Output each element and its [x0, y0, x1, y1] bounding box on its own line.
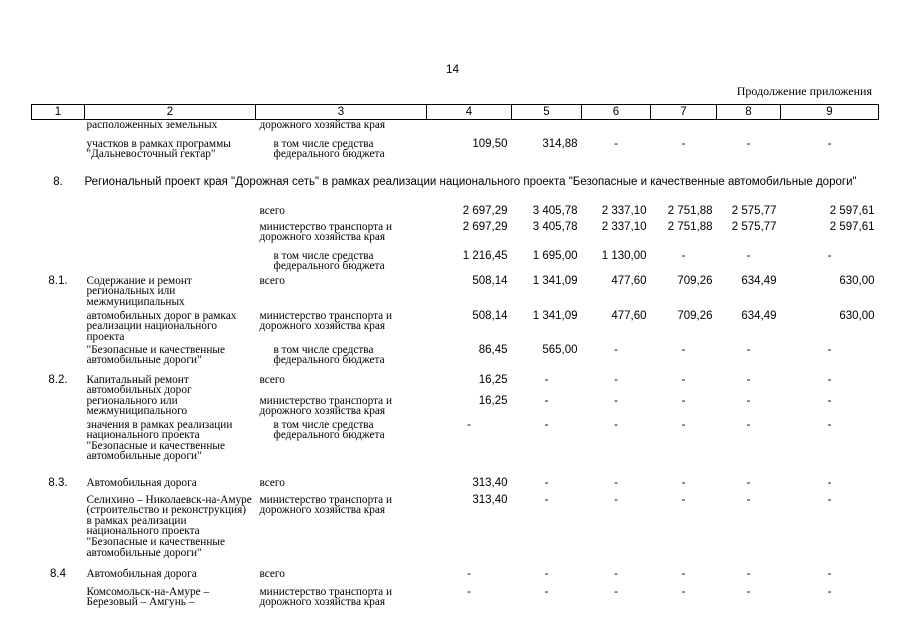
funding-source: в том числе средства федерального бюджета [273, 343, 385, 367]
col-header: 8 [717, 105, 781, 120]
amount-cell: - [614, 418, 618, 431]
amount-cell: - [544, 394, 549, 407]
amount-cell [582, 120, 651, 139]
amount-cell: - [467, 567, 471, 580]
amount-cell: - [681, 567, 686, 580]
amount-cell: - [746, 249, 751, 262]
amount-cell [427, 120, 512, 139]
event-description: Селихино – Николаевск-на-Амуре (строительство и реконструкция) в рамках реализации национального проекта "Безопасные и качественные автомобильные дороги" [86, 493, 252, 559]
amount-cell: - [681, 493, 686, 506]
table-row [32, 311, 879, 345]
amount-cell: - [544, 373, 549, 386]
event-description: расположенных земельных [86, 119, 218, 131]
amount-cell: 109,50 [472, 137, 508, 150]
event-description [85, 206, 256, 222]
funding-source: министерство транспорта и дорожного хозяйства края [259, 394, 393, 418]
amount-cell: 2 597,61 [829, 220, 875, 233]
amount-cell: - [544, 567, 549, 580]
amount-cell: 2 751,88 [667, 204, 713, 217]
table-row [32, 396, 879, 420]
event-description: значения в рамках реализации национального проекта "Безопасные и качественные автомобильные дороги" [86, 418, 233, 463]
table-row [32, 420, 879, 478]
amount-cell: 1 341,09 [532, 274, 578, 287]
amount-cell: - [467, 418, 471, 431]
amount-cell: - [681, 343, 686, 356]
amount-cell: - [681, 476, 686, 489]
row-number [32, 587, 85, 611]
col-header: 4 [427, 105, 512, 120]
event-description: Содержание и ремонт региональных или межмуниципальных [86, 274, 192, 308]
amount-cell: - [544, 418, 549, 431]
event-description: Капитальный ремонт автомобильных дорог [86, 373, 192, 397]
table-row [32, 251, 879, 276]
funding-source: в том числе средства федерального бюджета [273, 137, 385, 161]
row-number [32, 420, 85, 478]
amount-cell: 634,49 [741, 274, 777, 287]
amount-cell: - [827, 493, 832, 506]
funding-source: всего [259, 274, 285, 287]
amount-cell: - [827, 585, 832, 598]
amount-cell: - [614, 343, 618, 356]
amount-cell: - [746, 373, 751, 386]
funding-source: в том числе средства федерального бюджета [273, 418, 385, 442]
col-header: 7 [651, 105, 717, 120]
amount-cell: - [746, 585, 751, 598]
event-description: участков в рамках программы "Дальневосточный гектар" [86, 137, 231, 161]
amount-cell: - [827, 476, 832, 489]
row-number [32, 345, 85, 375]
amount-cell: 3 405,78 [532, 220, 578, 233]
event-description: Автомобильная дорога [86, 567, 197, 580]
amount-cell: - [544, 585, 549, 598]
table-row [32, 120, 879, 139]
table-row [32, 587, 879, 611]
page-number: 14 [445, 62, 460, 76]
table-row [32, 139, 879, 177]
funding-source: министерство транспорта и дорожного хозяйства края [259, 493, 393, 517]
amount-cell: - [746, 343, 751, 356]
funding-source: министерство транспорта и дорожного хозяйства края [259, 585, 393, 609]
amount-cell: - [614, 373, 618, 386]
row-number [32, 251, 85, 276]
amount-cell: - [827, 343, 832, 356]
amount-cell: - [614, 585, 618, 598]
amount-cell: 2 751,88 [667, 220, 713, 233]
event-description [85, 222, 256, 251]
table-row [32, 478, 879, 495]
amount-cell: 3 405,78 [532, 204, 578, 217]
budget-table [31, 104, 879, 611]
table-row [32, 375, 879, 396]
col-header: 2 [85, 105, 256, 120]
row-number [32, 311, 85, 345]
table-row [32, 495, 879, 569]
amount-cell [651, 120, 717, 139]
table-row [32, 177, 879, 206]
amount-cell [717, 120, 781, 139]
amount-cell: - [614, 567, 618, 580]
event-description: автомобильных дорог в рамках реализации национального проекта [86, 309, 237, 343]
amount-cell: - [614, 137, 618, 150]
amount-cell: 1 130,00 [601, 249, 647, 262]
amount-cell: - [827, 394, 832, 407]
amount-cell: - [681, 394, 686, 407]
amount-cell: - [614, 394, 618, 407]
amount-cell: 508,14 [472, 274, 508, 287]
table-row [32, 276, 879, 311]
amount-cell: 709,26 [677, 309, 713, 322]
amount-cell: - [746, 476, 751, 489]
amount-cell: 1 695,00 [532, 249, 578, 262]
amount-cell: 630,00 [839, 274, 875, 287]
amount-cell: 634,49 [741, 309, 777, 322]
amount-cell: 2 575,77 [731, 204, 777, 217]
col-header: 5 [512, 105, 582, 120]
row-number: 8.4 [50, 567, 66, 580]
row-number [32, 396, 85, 420]
row-number: 8.2. [48, 373, 68, 386]
col-header: 6 [582, 105, 651, 120]
amount-cell: 565,00 [542, 343, 578, 356]
amount-cell: - [827, 249, 832, 262]
amount-cell: - [827, 137, 832, 150]
amount-cell: 630,00 [839, 309, 875, 322]
table-row [32, 569, 879, 587]
amount-cell: - [746, 567, 751, 580]
header-row [32, 105, 879, 120]
amount-cell: 2 337,10 [601, 204, 647, 217]
continuation-label: Продолжение приложения [736, 84, 872, 98]
funding-source: дорожного хозяйства края [259, 119, 386, 131]
amount-cell: - [746, 394, 751, 407]
col-header: 1 [32, 105, 85, 120]
amount-cell: - [544, 476, 549, 489]
amount-cell: 16,25 [478, 394, 508, 407]
amount-cell: - [827, 373, 832, 386]
amount-cell: - [614, 493, 618, 506]
amount-cell: - [681, 585, 686, 598]
amount-cell [512, 120, 582, 139]
funding-source: всего [259, 204, 285, 217]
amount-cell: 709,26 [677, 274, 713, 287]
amount-cell: 477,60 [611, 309, 647, 322]
amount-cell: 2 337,10 [601, 220, 647, 233]
event-description [85, 251, 256, 276]
amount-cell: - [614, 476, 618, 489]
event-description: Комсомольск-на-Амуре – Березовый – Амгунь – [86, 585, 210, 609]
amount-cell: - [544, 493, 549, 506]
amount-cell: - [746, 493, 751, 506]
table-row [32, 206, 879, 222]
amount-cell: 2 697,29 [462, 204, 508, 217]
amount-cell: - [681, 418, 686, 431]
event-description: "Безопасные и качественные автомобильные дороги" [86, 343, 225, 367]
event-description: регионального или межмуниципального [86, 394, 188, 418]
amount-cell: 2 575,77 [731, 220, 777, 233]
amount-cell: 508,14 [472, 309, 508, 322]
amount-cell: 1 216,45 [462, 249, 508, 262]
amount-cell: 86,45 [478, 343, 508, 356]
funding-source: всего [259, 476, 285, 489]
amount-cell: 1 341,09 [532, 309, 578, 322]
amount-cell: 314,88 [542, 137, 578, 150]
col-header: 9 [781, 105, 879, 120]
amount-cell: - [827, 567, 832, 580]
amount-cell [781, 120, 879, 139]
amount-cell: - [681, 373, 686, 386]
funding-source: всего [259, 567, 285, 580]
amount-cell: 16,25 [478, 373, 508, 386]
amount-cell: 477,60 [611, 274, 647, 287]
amount-cell: 313,40 [472, 493, 508, 506]
row-number [32, 120, 85, 139]
funding-source: в том числе средства федерального бюджета [273, 249, 385, 273]
row-number [32, 206, 85, 222]
amount-cell: 313,40 [472, 476, 508, 489]
row-number: 8. [53, 175, 63, 188]
row-number [32, 495, 85, 569]
amount-cell: - [827, 418, 832, 431]
amount-cell: - [681, 249, 686, 262]
funding-source: всего [259, 373, 285, 386]
amount-cell: - [467, 585, 471, 598]
row-number [32, 139, 85, 177]
funding-source: министерство транспорта и дорожного хозяйства края [259, 220, 393, 244]
amount-cell: 2 697,29 [462, 220, 508, 233]
row-number: 8.1. [48, 274, 68, 287]
table-row [32, 222, 879, 251]
amount-cell: 2 597,61 [829, 204, 875, 217]
section-title: Региональный проект края "Дорожная сеть" в рамках реализации национального проекта "Безопасные и качественные автомобильные дороги" [84, 175, 857, 188]
col-header: 3 [256, 105, 427, 120]
funding-source: министерство транспорта и дорожного хозяйства края [259, 309, 393, 333]
amount-cell: - [681, 137, 686, 150]
table-row [32, 345, 879, 375]
amount-cell: - [746, 137, 751, 150]
event-description: Автомобильная дорога [86, 476, 197, 489]
row-number: 8.3. [48, 476, 68, 489]
row-number [32, 222, 85, 251]
amount-cell: - [746, 418, 751, 431]
